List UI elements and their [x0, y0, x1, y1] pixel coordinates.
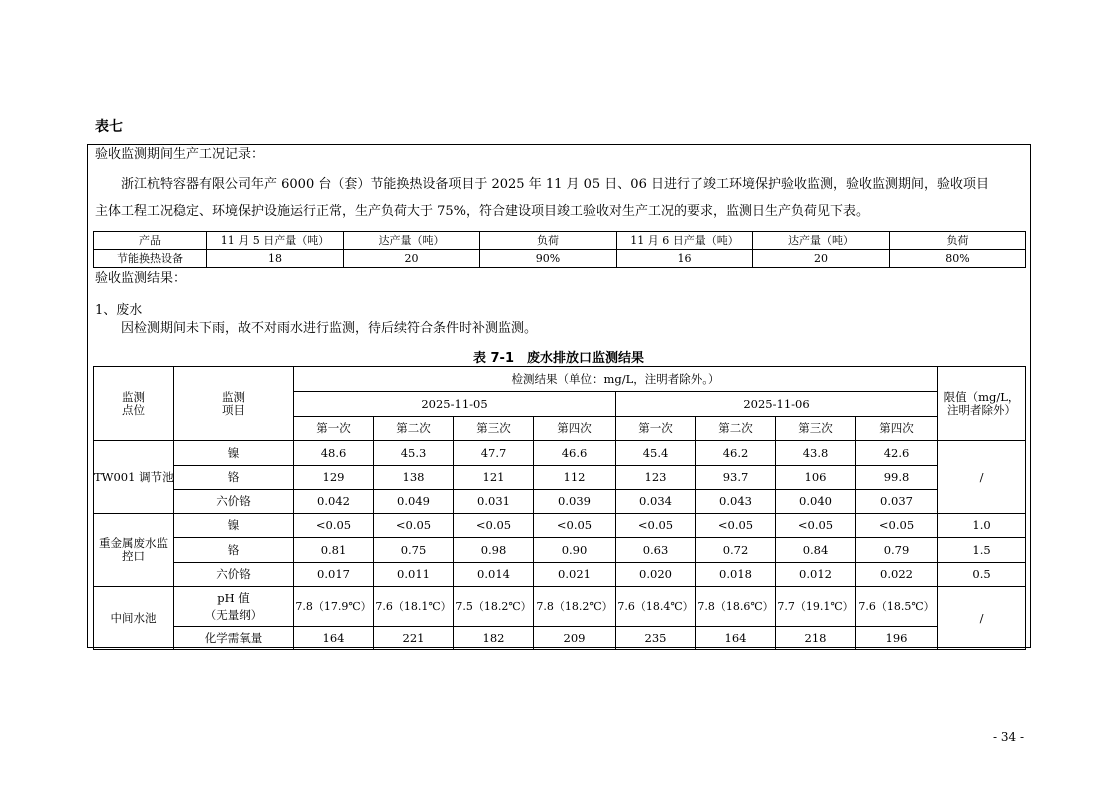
table-row [94, 466, 1026, 490]
value-cell: 46.2 [696, 441, 776, 466]
value-cell: 7.6（18.4℃） [616, 587, 696, 627]
value-cell: 99.8 [856, 466, 938, 490]
value-cell: 0.018 [696, 563, 776, 587]
value-cell: 106 [776, 466, 856, 490]
value-cell: 47.7 [454, 441, 534, 466]
production-data-row [94, 250, 1026, 268]
header-point: 监测 点位 [94, 367, 174, 441]
value-cell: 42.6 [856, 441, 938, 466]
value-cell: <0.05 [616, 514, 696, 538]
value-cell: 209 [534, 627, 616, 650]
limit-cell: / [938, 587, 1026, 650]
value-cell: 7.6（18.1℃） [374, 587, 454, 627]
table-row [94, 563, 1026, 587]
table-cell: 80% [890, 250, 1026, 268]
value-cell: 45.3 [374, 441, 454, 466]
header-cell: 达产量（吨） [344, 232, 480, 250]
header-cell: 达产量（吨） [753, 232, 890, 250]
value-cell: 7.6（18.5℃） [856, 587, 938, 627]
value-cell: 218 [776, 627, 856, 650]
value-cell: 123 [616, 466, 696, 490]
time-cell: 第二次 [696, 417, 776, 441]
limit-cell: / [938, 441, 1026, 514]
table-row [94, 627, 1026, 650]
header-cell: 产品 [94, 232, 207, 250]
value-cell: 7.5（18.2℃） [454, 587, 534, 627]
table-cell: 节能换热设备 [94, 250, 207, 268]
table-row [94, 538, 1026, 563]
value-cell: 182 [454, 627, 534, 650]
time-cell: 第二次 [374, 417, 454, 441]
point-cell: TW001 调节池 [94, 441, 174, 514]
value-cell: 0.042 [294, 490, 374, 514]
value-cell: <0.05 [374, 514, 454, 538]
value-cell: 0.022 [856, 563, 938, 587]
value-cell: <0.05 [534, 514, 616, 538]
production-table [93, 231, 1026, 268]
time-cell: 第一次 [294, 417, 374, 441]
limit-cell: 1.5 [938, 538, 1026, 563]
value-cell: 164 [696, 627, 776, 650]
time-cell: 第一次 [616, 417, 696, 441]
value-cell: <0.05 [294, 514, 374, 538]
value-cell: 0.031 [454, 490, 534, 514]
production-header-row [94, 232, 1026, 250]
time-cell: 第四次 [856, 417, 938, 441]
date-cell: 2025-11-05 [294, 392, 616, 417]
value-cell: 7.8（18.6℃） [696, 587, 776, 627]
paragraph-line-1: 浙江杭特容器有限公司年产 6000 台（套）节能换热设备项目于 2025 年 11 月 05 日、06 日进行了竣工环境保护验收监测，验收监测期间，验收项目 [121, 177, 989, 192]
header-cell: 负荷 [480, 232, 617, 250]
item-cell: 六价铬 [174, 490, 294, 514]
header-cell: 11 月 6 日产量（吨） [617, 232, 753, 250]
record-heading: 验收监测期间生产工况记录： [95, 147, 265, 162]
page-number: - 34 - [992, 730, 1024, 744]
paragraph-line-2: 主体工程工况稳定、环境保护设施运行正常，生产负荷大于 75%，符合建设项目竣工验收对生产工况的要求，监测日生产负荷见下表。 [95, 204, 870, 219]
header-result: 检测结果（单位：mg/L，注明者除外。） [294, 367, 938, 392]
table-cell: 20 [753, 250, 890, 268]
time-cell: 第四次 [534, 417, 616, 441]
value-cell: 0.84 [776, 538, 856, 563]
table-cell: 16 [617, 250, 753, 268]
value-cell: 43.8 [776, 441, 856, 466]
value-cell: 0.040 [776, 490, 856, 514]
table-row [94, 441, 1026, 466]
item-cell: pH 值 （无量纲） [174, 587, 294, 627]
date-cell: 2025-11-06 [616, 392, 938, 417]
point-cell: 重金属废水监控口 [94, 514, 174, 587]
value-cell: 0.014 [454, 563, 534, 587]
value-cell: 0.017 [294, 563, 374, 587]
value-cell: 0.79 [856, 538, 938, 563]
value-cell: 235 [616, 627, 696, 650]
value-cell: <0.05 [856, 514, 938, 538]
value-cell: <0.05 [454, 514, 534, 538]
value-cell: 121 [454, 466, 534, 490]
item-cell: 铬 [174, 538, 294, 563]
value-cell: 0.72 [696, 538, 776, 563]
value-cell: 0.98 [454, 538, 534, 563]
point-cell: 中间水池 [94, 587, 174, 650]
value-cell: 221 [374, 627, 454, 650]
value-cell: 0.011 [374, 563, 454, 587]
value-cell: 0.043 [696, 490, 776, 514]
table-cell: 20 [344, 250, 480, 268]
value-cell: 196 [856, 627, 938, 650]
results-table [93, 366, 1026, 650]
value-cell: 93.7 [696, 466, 776, 490]
item-cell: 铬 [174, 466, 294, 490]
value-cell: 0.63 [616, 538, 696, 563]
value-cell: 0.034 [616, 490, 696, 514]
value-cell: 138 [374, 466, 454, 490]
item-cell: 六价铬 [174, 563, 294, 587]
header-cell: 负荷 [890, 232, 1026, 250]
value-cell: 46.6 [534, 441, 616, 466]
time-cell: 第三次 [454, 417, 534, 441]
item-cell: 化学需氧量 [174, 627, 294, 650]
value-cell: <0.05 [696, 514, 776, 538]
value-cell: 0.021 [534, 563, 616, 587]
value-cell: 7.7（19.1℃） [776, 587, 856, 627]
table-row [94, 490, 1026, 514]
limit-cell: 1.0 [938, 514, 1026, 538]
header-cell: 11 月 5 日产量（吨） [207, 232, 344, 250]
table-cell: 90% [480, 250, 617, 268]
item-cell: 镍 [174, 514, 294, 538]
value-cell: 0.81 [294, 538, 374, 563]
value-cell: 7.8（18.2℃） [534, 587, 616, 627]
wastewater-note: 因检测期间未下雨，故不对雨水进行监测，待后续符合条件时补测监测。 [121, 321, 538, 336]
table-row [94, 587, 1026, 627]
item-cell: 镍 [174, 441, 294, 466]
value-cell: 0.037 [856, 490, 938, 514]
value-cell: 45.4 [616, 441, 696, 466]
value-cell: 0.75 [374, 538, 454, 563]
table-caption: 表 7-1 废水排放口监测结果 [472, 351, 644, 366]
wastewater-heading: 1、废水 [95, 303, 143, 318]
value-cell: 112 [534, 466, 616, 490]
header-item: 监测 项目 [174, 367, 294, 441]
table-row [94, 514, 1026, 538]
section-title: 表七 [95, 119, 123, 135]
value-cell: 7.8（17.9℃） [294, 587, 374, 627]
value-cell: 0.020 [616, 563, 696, 587]
time-cell: 第三次 [776, 417, 856, 441]
header-limit: 限值（mg/L，注明者除外） [938, 367, 1026, 441]
results-heading: 验收监测结果： [95, 271, 187, 286]
limit-cell: 0.5 [938, 563, 1026, 587]
value-cell: 164 [294, 627, 374, 650]
value-cell: 48.6 [294, 441, 374, 466]
value-cell: 0.049 [374, 490, 454, 514]
value-cell: 129 [294, 466, 374, 490]
value-cell: 0.012 [776, 563, 856, 587]
value-cell: 0.90 [534, 538, 616, 563]
value-cell: 0.039 [534, 490, 616, 514]
table-cell: 18 [207, 250, 344, 268]
value-cell: <0.05 [776, 514, 856, 538]
